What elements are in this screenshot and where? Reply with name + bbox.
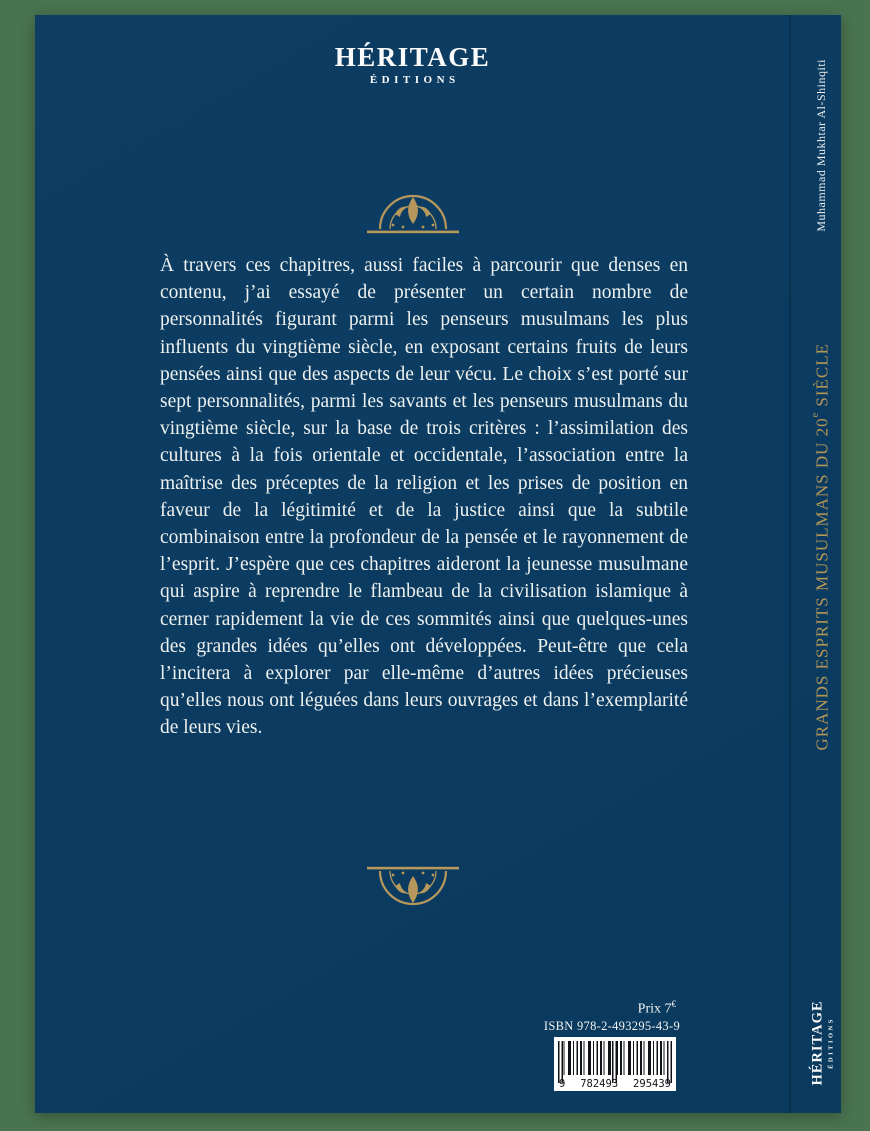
spine-publisher-type: ÉDITIONS bbox=[827, 1017, 835, 1069]
barcode-guard-right bbox=[667, 1041, 672, 1083]
commerce-block bbox=[530, 999, 680, 1091]
barcode-digits bbox=[559, 1079, 671, 1090]
arabesque-fan-icon bbox=[35, 865, 790, 913]
isbn-label: ISBN 978-2-493295-43-9 bbox=[543, 1018, 680, 1033]
spine-author: Muhammad Mukhtar Al-Shinqiti bbox=[814, 59, 828, 232]
barcode-guard-left bbox=[558, 1041, 563, 1083]
price-amount: Prix 7 bbox=[637, 1001, 672, 1017]
spine-title-suffix: SIÈCLE bbox=[812, 343, 832, 412]
spine-publisher-logo bbox=[810, 998, 835, 1088]
barcode-guard-middle bbox=[612, 1041, 617, 1083]
publisher-type: ÉDITIONS bbox=[369, 74, 460, 86]
barcode-digit-group-1: 782493 bbox=[580, 1078, 619, 1091]
back-cover-blurb: À travers ces chapitres, aussi faciles à parcourir que denses en contenu, j’ai essayé de présenter un certain nombre de personnalités figurant parmi les penseurs musulmans les plus influents du vingtième siècle, en exposant certains fruits de leurs pensées ainsi que des aspects de leur vécu. Le choix s’est porté sur sept personnalités, parmi les savants et les penseurs musulmans du vingtième siècle, sur la base de trois critères : l’assimilation des cultures à la fois orientale et occidentale, l’association entre la maîtrise des préceptes de la religion et les prises de position en faveur de la légitimité et de la justice ainsi que la subtile combinaison entre la profondeur de la pensée et le rayonnement de l’esprit. J’espère que ces chapitres aideront la jeunesse musulmane qui aspire à reprendre le flambeau de la civilisation islamique à cerner rapidement la vie de ces sommités ainsi que quelques-unes des grandes idées qu’elles ont développées. Peut-être que cela l’incitera à explorer par elle-même d’autres idées précieuses qu’elles nous ont léguées dans leurs ouvrages et dans l’exemplarité de leurs vies. bbox=[160, 255, 688, 739]
publisher-name: HÉRITAGE bbox=[334, 42, 491, 72]
barcode-digit-lead: 9 bbox=[559, 1078, 566, 1091]
arabesque-dome-icon bbox=[35, 187, 790, 235]
book-spine bbox=[790, 15, 841, 1113]
price-label bbox=[638, 999, 676, 1018]
spine-publisher-name: HÉRITAGE bbox=[809, 1000, 826, 1086]
spine-title-superscript: e bbox=[810, 411, 821, 418]
price-currency: € bbox=[671, 999, 676, 1009]
spine-title-text: GRANDS ESPRITS MUSULMANS DU 20 bbox=[812, 417, 832, 751]
publisher-logo bbox=[35, 42, 790, 86]
barcode-digit-group-2: 295439 bbox=[633, 1078, 671, 1091]
book-back-cover bbox=[35, 15, 841, 1113]
ean-barcode bbox=[554, 1037, 676, 1091]
spine-title bbox=[810, 343, 833, 751]
